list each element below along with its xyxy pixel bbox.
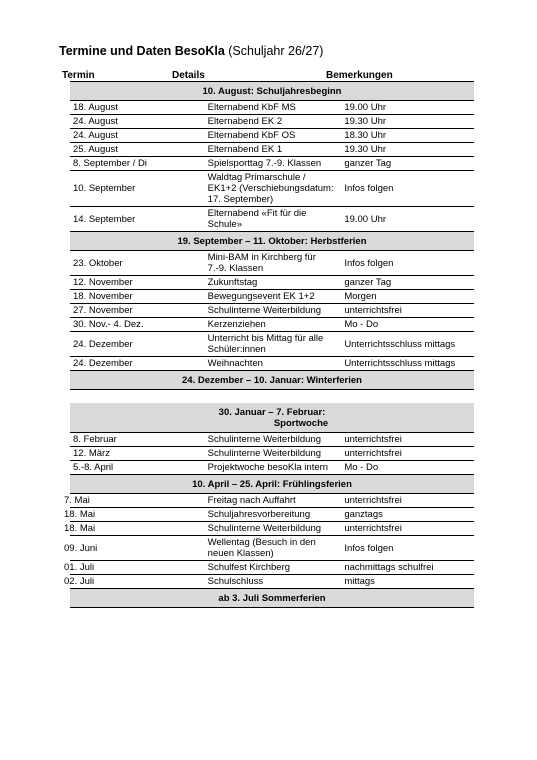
remark-cell: unterrichtsfrei bbox=[339, 433, 474, 447]
table-row bbox=[70, 332, 474, 357]
spacer-cell bbox=[70, 390, 474, 404]
table-row bbox=[70, 207, 474, 232]
section-header-row bbox=[70, 475, 474, 494]
details-cell: Elternabend EK 1 bbox=[205, 143, 340, 157]
table-row bbox=[70, 357, 474, 371]
details-cell: Schulinterne Weiterbildung bbox=[205, 433, 340, 447]
section-header bbox=[70, 403, 474, 433]
date-cell: 24. August bbox=[70, 115, 205, 129]
column-header-details: Details bbox=[172, 70, 205, 81]
table-row bbox=[70, 290, 474, 304]
schedule-table bbox=[64, 81, 474, 608]
details-cell: Schulschluss bbox=[205, 575, 340, 589]
section-header: 10. August: Schuljahresbeginn bbox=[70, 82, 474, 101]
table-row bbox=[70, 522, 474, 536]
details-cell: Mini-BAM in Kirchberg für 7.-9. Klassen bbox=[205, 251, 340, 276]
table-row bbox=[70, 494, 474, 508]
section-header-row bbox=[70, 232, 474, 251]
details-cell: Schulfest Kirchberg bbox=[205, 561, 340, 575]
table-row bbox=[70, 157, 474, 171]
table-row bbox=[70, 461, 474, 475]
table-row bbox=[70, 115, 474, 129]
date-cell: 30. Nov.- 4. Dez. bbox=[70, 318, 205, 332]
section-header-line: 30. Januar – 7. Februar: bbox=[218, 407, 326, 418]
remark-cell: 19.00 Uhr bbox=[339, 101, 474, 115]
title-main: Termine und Daten BesoKla bbox=[59, 44, 225, 58]
remark-cell: ganzer Tag bbox=[339, 157, 474, 171]
date-cell: 18. August bbox=[70, 101, 205, 115]
date-cell: 7. Mai bbox=[61, 494, 196, 508]
document-title bbox=[59, 44, 323, 58]
table-row bbox=[70, 129, 474, 143]
table-row bbox=[70, 536, 474, 561]
section-header-line: Sportwoche bbox=[273, 418, 329, 429]
date-cell: 5.-8. April bbox=[70, 461, 205, 475]
section-header: 10. April – 25. April: Frühlingsferien bbox=[70, 475, 474, 494]
date-cell: 8. September / Di bbox=[70, 157, 205, 171]
details-cell: Elternabend «Fit für die Schule» bbox=[205, 207, 340, 232]
details-cell: Elternabend EK 2 bbox=[205, 115, 340, 129]
remark-cell: Infos folgen bbox=[339, 251, 474, 276]
date-cell: 12. November bbox=[70, 276, 205, 290]
remark-cell: 19.00 Uhr bbox=[339, 207, 474, 232]
remark-cell: 18.30 Uhr bbox=[339, 129, 474, 143]
remark-cell: 19.30 Uhr bbox=[339, 143, 474, 157]
date-cell: 18. November bbox=[70, 290, 205, 304]
remark-cell: unterrichtsfrei bbox=[339, 447, 474, 461]
date-cell: 18. Mai bbox=[61, 522, 196, 536]
table-row bbox=[70, 251, 474, 276]
date-cell: 24. Dezember bbox=[70, 332, 205, 357]
date-cell: 14. September bbox=[70, 207, 205, 232]
table-row bbox=[70, 575, 474, 589]
date-cell: 24. Dezember bbox=[70, 357, 205, 371]
section-header: 24. Dezember – 10. Januar: Winterferien bbox=[70, 371, 474, 390]
details-cell: Kerzenziehen bbox=[205, 318, 340, 332]
details-cell: Freitag nach Auffahrt bbox=[205, 494, 340, 508]
details-cell: Schulinterne Weiterbildung bbox=[205, 522, 340, 536]
details-cell: Bewegungsevent EK 1+2 bbox=[205, 290, 340, 304]
details-cell: Zukunftstag bbox=[205, 276, 340, 290]
date-cell: 23. Oktober bbox=[70, 251, 205, 276]
details-cell: Spielsporttag 7.-9. Klassen bbox=[205, 157, 340, 171]
remark-cell: ganztags bbox=[339, 508, 474, 522]
section-header: ab 3. Juli Sommerferien bbox=[70, 589, 474, 608]
date-cell: 10. September bbox=[70, 171, 205, 207]
details-cell: Schuljahresvorbereitung bbox=[205, 508, 340, 522]
remark-cell: unterrichtsfrei bbox=[339, 304, 474, 318]
date-cell: 27. November bbox=[70, 304, 205, 318]
table-row bbox=[70, 304, 474, 318]
table-row bbox=[70, 171, 474, 207]
date-cell: 24. August bbox=[70, 129, 205, 143]
details-cell: Unterricht bis Mittag für alle Schüler:innen bbox=[205, 332, 340, 357]
remark-cell: Mo - Do bbox=[339, 318, 474, 332]
table-row bbox=[70, 143, 474, 157]
table-row bbox=[70, 101, 474, 115]
remark-cell: unterrichtsfrei bbox=[339, 522, 474, 536]
details-cell: Wellentag (Besuch in den neuen Klassen) bbox=[205, 536, 340, 561]
remark-cell: Morgen bbox=[339, 290, 474, 304]
remark-cell: Unterrichtsschluss mittags bbox=[339, 357, 474, 371]
details-cell: Schulinterne Weiterbildung bbox=[205, 447, 340, 461]
section-header: 19. September – 11. Oktober: Herbstferien bbox=[70, 232, 474, 251]
date-cell: 25. August bbox=[70, 143, 205, 157]
table-row bbox=[70, 433, 474, 447]
details-cell: Projektwoche besoKla intern bbox=[205, 461, 340, 475]
column-header-termin: Termin bbox=[62, 70, 95, 81]
date-cell: 18. Mai bbox=[61, 508, 196, 522]
section-header-row bbox=[70, 589, 474, 608]
section-header-row bbox=[70, 82, 474, 101]
details-cell: Waldtag Primarschule / EK1+2 (Verschiebungsdatum: 17. September) bbox=[205, 171, 340, 207]
section-header-row bbox=[70, 403, 474, 433]
schedule-table-body bbox=[64, 82, 474, 608]
date-cell: 01. Juli bbox=[61, 561, 196, 575]
date-cell: 8. Februar bbox=[70, 433, 205, 447]
table-row bbox=[70, 447, 474, 461]
column-header-bemerkungen: Bemerkungen bbox=[326, 70, 393, 81]
details-cell: Elternabend KbF MS bbox=[205, 101, 340, 115]
remark-cell: nachmittags schulfrei bbox=[339, 561, 474, 575]
remark-cell: 19.30 Uhr bbox=[339, 115, 474, 129]
date-cell: 02. Juli bbox=[61, 575, 196, 589]
section-header-row bbox=[70, 371, 474, 390]
details-cell: Weihnachten bbox=[205, 357, 340, 371]
title-school-year: (Schuljahr 26/27) bbox=[224, 44, 324, 58]
spacer-row bbox=[70, 390, 474, 404]
table-row bbox=[70, 561, 474, 575]
remark-cell: Mo - Do bbox=[339, 461, 474, 475]
table-row bbox=[70, 276, 474, 290]
remark-cell: ganzer Tag bbox=[339, 276, 474, 290]
table-row bbox=[70, 508, 474, 522]
details-cell: Schulinterne Weiterbildung bbox=[205, 304, 340, 318]
table-row bbox=[70, 318, 474, 332]
remark-cell: Unterrichtsschluss mittags bbox=[339, 332, 474, 357]
remark-cell: Infos folgen bbox=[339, 171, 474, 207]
details-cell: Elternabend KbF OS bbox=[205, 129, 340, 143]
remark-cell: unterrichtsfrei bbox=[339, 494, 474, 508]
remark-cell: mittags bbox=[339, 575, 474, 589]
remark-cell: Infos folgen bbox=[339, 536, 474, 561]
date-cell: 12. März bbox=[70, 447, 205, 461]
date-cell: 09. Juni bbox=[61, 536, 196, 561]
